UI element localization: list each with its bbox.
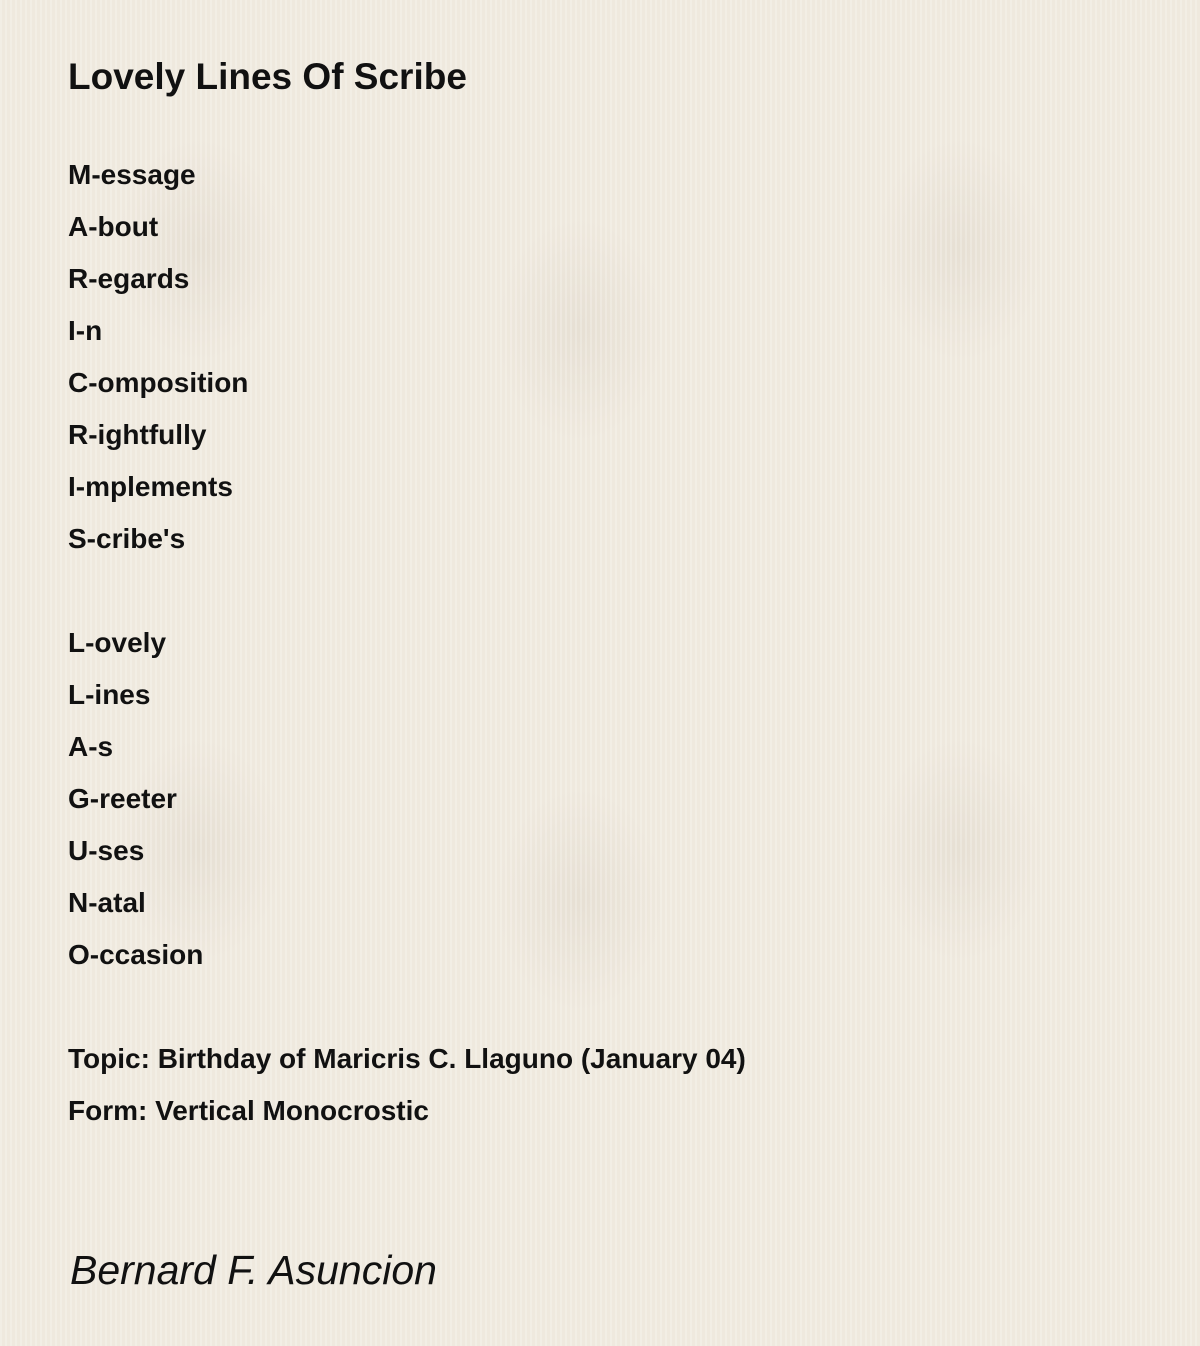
poem-line: S-cribe's: [68, 523, 186, 554]
poem-line: I-mplements: [68, 471, 233, 502]
stanza-break: [68, 565, 746, 617]
poem-line: L-ines: [68, 679, 151, 710]
poem-line: A-s: [68, 731, 114, 762]
poem-line: I-n: [68, 315, 103, 346]
poem-line: M-essage: [68, 159, 196, 190]
poem-topic: Topic: Birthday of Maricris C. Llaguno (January 04): [68, 1043, 746, 1074]
poem-line: C-omposition: [68, 367, 249, 398]
poem-line: O-ccasion: [68, 939, 204, 970]
stanza-break: [68, 981, 746, 1033]
poem-line: L-ovely: [68, 627, 167, 658]
poem-author: Bernard F. Asuncion: [70, 1247, 437, 1293]
poem-line: A-bout: [68, 211, 159, 242]
poem-line: R-egards: [68, 263, 190, 294]
poem-title: Lovely Lines Of Scribe: [68, 56, 467, 97]
poem-line: R-ightfully: [68, 419, 207, 450]
poem-body: [68, 149, 746, 1137]
poem-line: N-atal: [68, 887, 146, 918]
poem-line: G-reeter: [68, 783, 177, 814]
poem-form: Form: Vertical Monocrostic: [68, 1095, 429, 1126]
poem-line: U-ses: [68, 835, 145, 866]
